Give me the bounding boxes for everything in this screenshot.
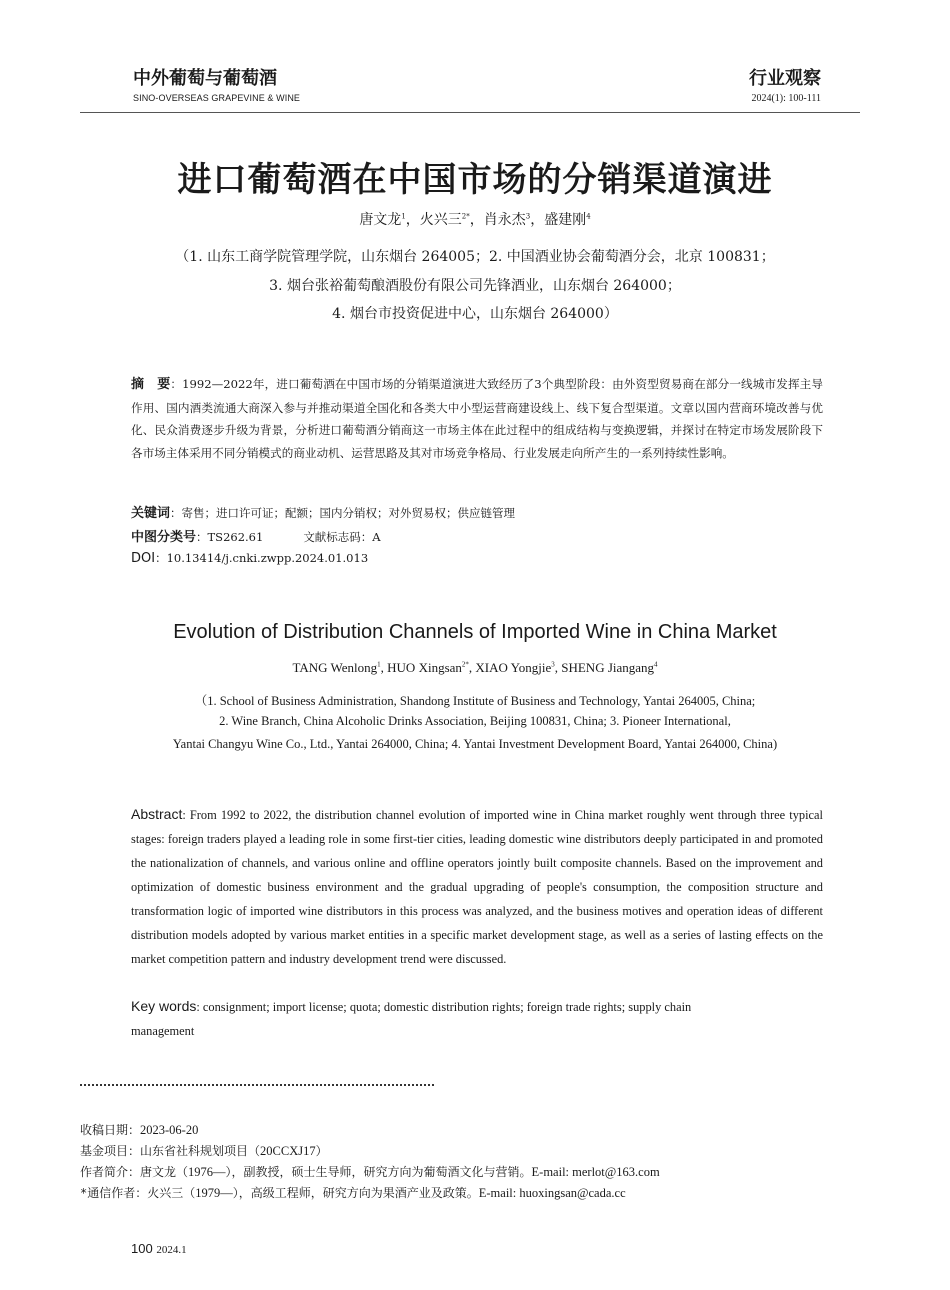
- abstract-label-cn: 摘 要: [131, 377, 171, 392]
- page-year: 2024.1: [156, 1244, 187, 1256]
- abstract-en: [131, 802, 823, 971]
- author-name: 肖永杰: [483, 212, 526, 228]
- footnote-fund: [80, 1142, 328, 1159]
- page-number-value: 100: [131, 1241, 153, 1256]
- doi-line: [131, 550, 368, 566]
- keywords-en: [131, 994, 731, 1043]
- author-sup: 4: [586, 212, 591, 221]
- footnote-tail: ），副教授，硕士生导师，研究方向为葡萄酒文化与营销。: [225, 1165, 532, 1179]
- keywords-text-cn: ：寄售；进口许可证；配额；国内分销权；对外贸易权；供应链管理: [170, 506, 516, 520]
- article-title-cn: 进口葡萄酒在中国市场的分销渠道演进: [177, 160, 773, 200]
- section-name: 行业观察: [749, 68, 821, 89]
- issue-info: 2024(1): 100-111: [751, 93, 821, 104]
- author-name: 火兴三: [419, 212, 462, 228]
- author-sup: 1: [377, 660, 381, 669]
- author-name: HUO Xingsan: [387, 660, 462, 675]
- author-list-en: [0, 660, 950, 676]
- author-name: XIAO Yongjie: [475, 660, 552, 675]
- author-sup: 3: [551, 660, 555, 669]
- keywords-label-en: Key words: [131, 998, 197, 1014]
- abstract-label-en: Abstract: [131, 806, 183, 822]
- abstract-text-cn: 1992—2022年，进口葡萄酒在中国市场的分销渠道演进大致经历了3个典型阶段：由外资型贸易商在部分一线城市发挥主导作用、国内酒类流通大商深入参与并推动渠道全国化和各类大中小型运营商建设线上、线下复合型渠道。文章以国内营商环境改善与优化、民众消费逐步升级为背景，分析进口葡萄酒分销商这一市场主体在此过程中的组成结构与变换逻辑，并探讨在特定市场发展阶段下各市场主体采用不同分销模式的商业动机、运营思路及其对市场竞争格局、行业发展走向所产生的一系列持续性影响。: [131, 377, 823, 460]
- keywords-label-cn: 关键词: [131, 506, 171, 521]
- doi-value: ：10.13414/j.cnki.zwpp.2024.01.013: [155, 551, 369, 565]
- author-sup: 1: [401, 212, 406, 221]
- affiliation-line-cn: 4. 烟台市投资促进中心，山东烟台 264000）: [332, 306, 618, 322]
- affiliation-line-cn: 3. 烟台张裕葡萄酿酒股份有限公司先锋酒业，山东烟台 264000；: [269, 278, 681, 294]
- author-sep: ，: [405, 212, 420, 228]
- author-list-cn: [0, 209, 950, 229]
- affiliation-line-en: 2. Wine Branch, China Alcoholic Drinks Association, Beijing 100831, China; 3. Pioneer International,: [219, 714, 731, 728]
- author-name: 唐文龙: [359, 212, 402, 228]
- footnote-email: E-mail: huoxingsan@cada.cc: [478, 1186, 626, 1200]
- footnote-tail: ），高级工程师，研究方向为果酒产业及政策。: [232, 1186, 479, 1200]
- journal-title-cn: 中外葡萄与葡萄酒: [133, 68, 277, 89]
- clc-value: ：TS262.61: [196, 530, 264, 544]
- abstract-text-en: : From 1992 to 2022, the distribution channel evolution of imported wine in China market roughly went through three typical stages: foreign traders played a leading role in some first-tier cities, leading domestic wine distributors deeply participated in and promoted the nationalization of channels, and various online and offline operators jointly built composite channels. Based on the improvement and optimization of domestic business environment and the gradual upgrading of people's consumption, the composition structure and transformation logic of imported wine distributors in this process was analyzed, and the business motives and operation ideas of different distribution models adopted by various market entities in a specific market development stage, as well as a series of lasting effects on the market competition pattern and industry development trend were discussed.: [131, 808, 823, 966]
- author-sep: ,: [468, 660, 476, 675]
- author-name: SHENG Jiangang: [561, 660, 655, 675]
- author-name: 盛建刚: [544, 212, 587, 228]
- footnote-email: E-mail: merlot@163.com: [531, 1165, 660, 1179]
- abstract-cn: [131, 373, 823, 464]
- footnote-value: 1979—: [195, 1186, 233, 1200]
- doi-label: DOI: [131, 551, 156, 566]
- footnote-label: *通信作者：火兴三（: [80, 1186, 196, 1200]
- header-rule: [80, 112, 860, 113]
- document-code: 文献标志码：A: [303, 530, 381, 544]
- clc-line: [131, 526, 381, 545]
- author-sep: ，: [469, 212, 484, 228]
- footnote-label: 基金项目：山东省社科规划项目（: [80, 1144, 261, 1158]
- author-sep: ,: [380, 660, 388, 675]
- author-sup: 3: [525, 212, 531, 221]
- journal-title-en: SINO-OVERSEAS GRAPEVINE & WINE: [133, 93, 301, 103]
- footnote-separator: [80, 1084, 434, 1086]
- keywords-text-en: : consignment; import license; quota; domestic distribution rights; foreign trade rights; supply chain management: [131, 1000, 692, 1038]
- footnote-value: 1976—: [188, 1165, 226, 1179]
- author-name: TANG Wenlong: [292, 660, 378, 675]
- footnote-label: 作者简介：唐文龙（: [80, 1165, 189, 1179]
- footnote-label: 收稿日期：: [80, 1123, 141, 1137]
- footnote-value: 20CCXJ17: [260, 1144, 316, 1158]
- author-sup: 2*: [461, 212, 470, 221]
- author-sup: 4: [654, 660, 658, 669]
- footnote-tail: ）: [315, 1144, 328, 1158]
- page-number: [131, 1241, 187, 1256]
- author-sup: 2*: [461, 660, 469, 669]
- author-sep: ,: [554, 660, 562, 675]
- keywords-cn: [131, 502, 515, 521]
- abstract-colon: ：: [170, 377, 183, 391]
- affiliation-line-en: （1. School of Business Administration, Shandong Institute of Business and Technology, Yantai 264005, China;: [194, 694, 756, 708]
- footnote-received: [80, 1121, 198, 1138]
- clc-label: 中图分类号: [131, 530, 197, 545]
- author-sep: ，: [530, 212, 545, 228]
- footnote-value: 2023-06-20: [140, 1123, 199, 1137]
- affiliation-line-cn: （1. 山东工商学院管理学院，山东烟台 264005；2. 中国酒业协会葡萄酒分会，北京 100831；: [175, 249, 775, 265]
- footnote-author: [80, 1163, 660, 1180]
- footnote-corresponding: [80, 1184, 626, 1201]
- article-title-en: Evolution of Distribution Channels of Imported Wine in China Market: [173, 621, 777, 643]
- affiliation-line-en: Yantai Changyu Wine Co., Ltd., Yantai 264000, China; 4. Yantai Investment Development Board, Yantai 264000, China): [172, 737, 778, 751]
